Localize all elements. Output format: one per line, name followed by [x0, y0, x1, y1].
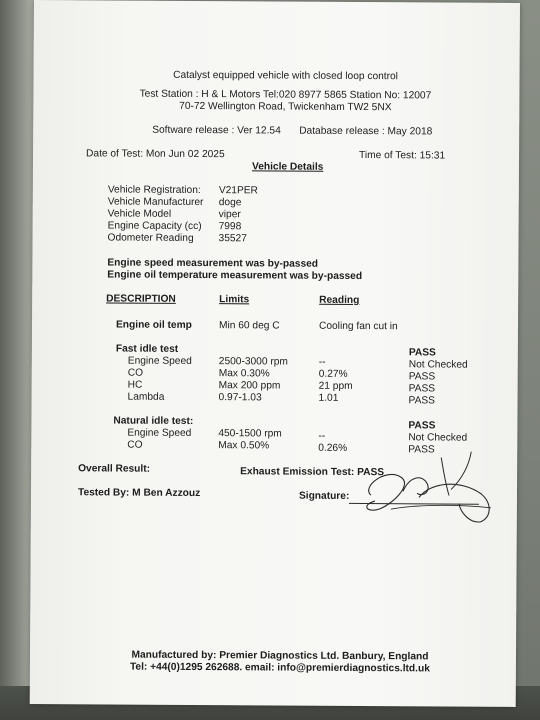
- test-station-line: Test Station : H & L Motors Tel:020 8977 5865 Station No: 12007: [139, 88, 432, 102]
- fast-idle-lambda-result: PASS: [408, 395, 436, 407]
- bypass-note-engine-speed: Engine speed measurement was by-passed: [107, 257, 319, 270]
- tested-by: Tested By: M Ben Azzouz: [77, 487, 201, 500]
- natural-idle-title: Natural idle test:: [113, 415, 194, 427]
- engine-oil-temp-reading: Cooling fan cut in: [318, 320, 398, 333]
- fast-idle-lambda-name: Lambda: [127, 391, 165, 403]
- natural-idle-co-reading: 0.26%: [318, 442, 348, 454]
- natural-idle-co-name: CO: [127, 439, 143, 451]
- natural-idle-engine-speed-limit: 450-1500 rpm: [218, 428, 282, 440]
- vehicle-model-value: viper: [218, 209, 241, 221]
- vehicle-manufacturer-value: doge: [218, 197, 242, 209]
- natural-idle-engine-speed-name: Engine Speed: [127, 427, 192, 439]
- software-release: Software release : Ver 12.54: [152, 124, 281, 137]
- fast-idle-co-result: PASS: [408, 371, 436, 383]
- vehicle-registration-value: V21PER: [218, 185, 258, 197]
- natural-idle-engine-speed-result: Not Checked: [408, 432, 468, 444]
- fast-idle-engine-speed-name: Engine Speed: [127, 355, 192, 367]
- station-address: 70-72 Wellington Road, Twickenham TW2 5NX: [179, 100, 392, 114]
- footer-manufacturer: Manufactured by: Premier Diagnostics Ltd. Banbury, England: [131, 649, 429, 663]
- vehicle-registration-label: Vehicle Registration:: [107, 184, 201, 197]
- natural-idle-co-limit: Max 0.50%: [218, 440, 270, 452]
- column-header-description: DESCRIPTION: [106, 293, 176, 305]
- report-title: Catalyst equipped vehicle with closed loop control: [173, 69, 398, 83]
- fast-idle-engine-speed-limit: 2500-3000 rpm: [218, 356, 288, 368]
- time-of-test: Time of Test: 15:31: [359, 149, 446, 162]
- natural-idle-engine-speed-reading: --: [318, 430, 326, 442]
- footer-contact: Tel: +44(0)1295 262688. email: info@premierdiagnostics.ltd.uk: [129, 661, 430, 675]
- exhaust-emission-result: Exhaust Emission Test: PASS: [240, 466, 385, 479]
- engine-capacity-value: 7998: [218, 221, 242, 233]
- vehicle-model-label: Vehicle Model: [107, 208, 172, 220]
- bypass-note-oil-temp: Engine oil temperature measurement was by-passed: [107, 269, 363, 283]
- engine-oil-temp-limit: Min 60 deg C: [218, 320, 280, 332]
- fast-idle-hc-limit: Max 200 ppm: [218, 380, 281, 392]
- overall-result-label: Overall Result:: [78, 463, 151, 475]
- column-header-limits: Limits: [219, 294, 250, 306]
- fast-idle-hc-reading: 21 ppm: [318, 380, 353, 392]
- fast-idle-lambda-reading: 1.01: [318, 392, 339, 404]
- engine-capacity-label: Engine Capacity (cc): [107, 220, 202, 233]
- fast-idle-hc-name: HC: [127, 379, 143, 391]
- signature-label: Signature:: [298, 490, 350, 502]
- fast-idle-co-limit: Max 0.30%: [218, 368, 270, 380]
- fast-idle-title: Fast idle test: [115, 343, 179, 355]
- fast-idle-result: PASS: [408, 347, 436, 359]
- natural-idle-result: PASS: [408, 420, 436, 432]
- section-title-vehicle-details: Vehicle Details: [251, 161, 324, 173]
- odometer-label: Odometer Reading: [107, 232, 194, 244]
- fast-idle-lambda-limit: 0.97-1.03: [218, 392, 262, 404]
- column-header-reading: Reading: [319, 294, 360, 306]
- engine-oil-temp-label: Engine oil temp: [115, 319, 192, 331]
- emission-test-report: [30, 0, 520, 707]
- vehicle-manufacturer-label: Vehicle Manufacturer: [107, 196, 204, 209]
- database-release: Database release : May 2018: [299, 125, 433, 138]
- natural-idle-co-result: PASS: [408, 444, 435, 456]
- date-of-test: Date of Test: Mon Jun 02 2025: [86, 148, 225, 161]
- fast-idle-engine-speed-reading: --: [318, 356, 326, 368]
- fast-idle-hc-result: PASS: [408, 383, 436, 395]
- fast-idle-engine-speed-result: Not Checked: [408, 359, 468, 371]
- odometer-value: 35527: [218, 233, 247, 245]
- fast-idle-co-name: CO: [127, 367, 144, 379]
- fast-idle-co-reading: 0.27%: [318, 368, 348, 380]
- handwritten-signature: [331, 447, 501, 528]
